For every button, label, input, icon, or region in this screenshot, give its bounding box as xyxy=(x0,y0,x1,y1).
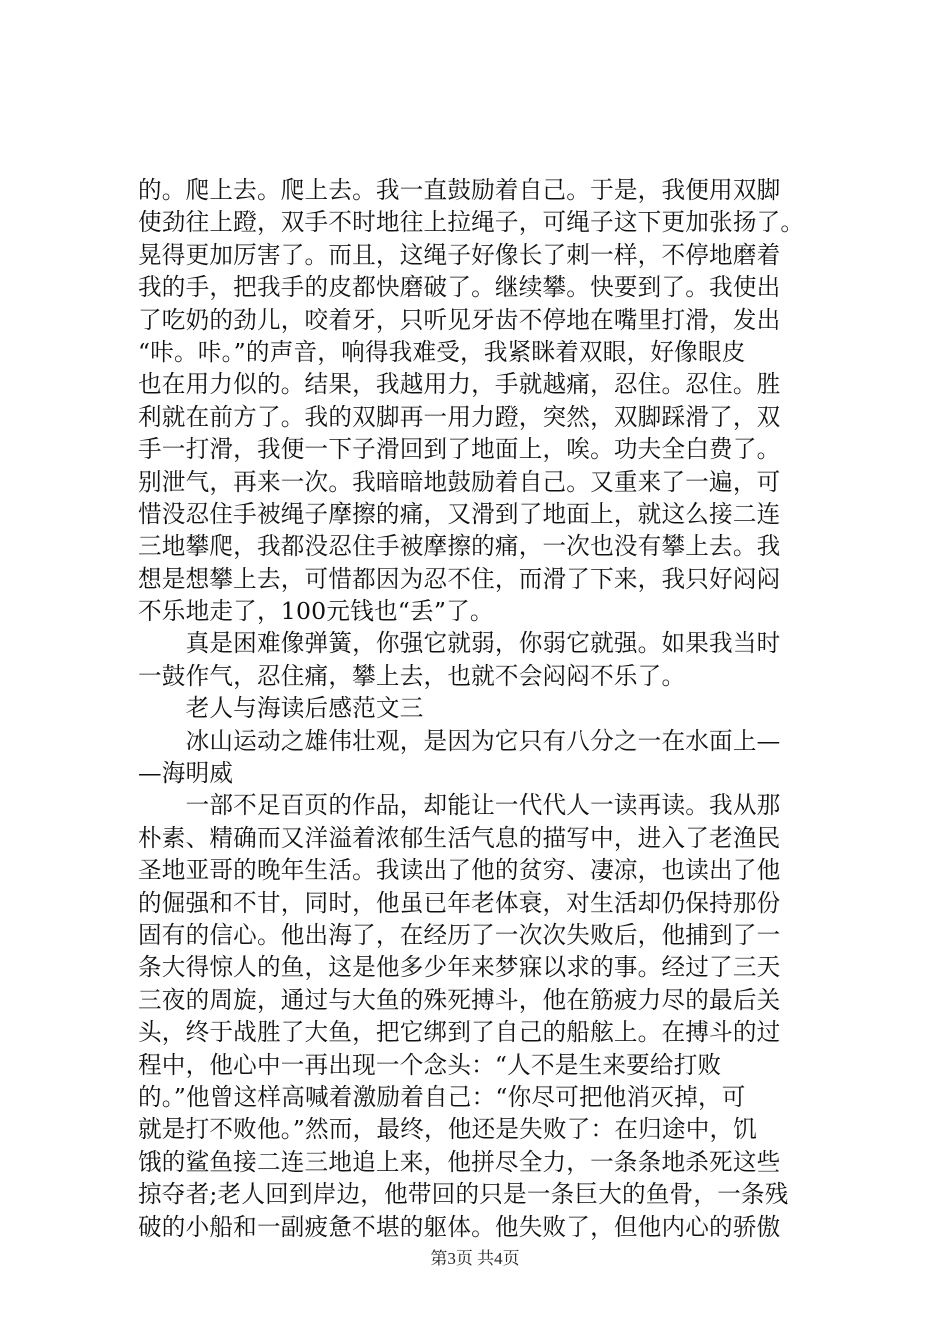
text-line: 掠夺者;老人回到岸边，他带回的只是一条巨大的鱼骨，一条残 xyxy=(138,1180,789,1209)
section-heading: 老人与海读后感范文三 xyxy=(138,694,424,723)
text-line: 了吃奶的劲儿，咬着牙，只听见牙齿不停地在嘴里打滑，发出 xyxy=(138,305,781,334)
text-line: 朴素、精确而又洋溢着浓郁生活气息的描写中，进入了老渔民 xyxy=(138,823,781,852)
text-line: 不乐地走了，100元钱也“丢”了。 xyxy=(138,597,494,626)
text-line: 破的小船和一副疲惫不堪的躯体。他失败了，但他内心的骄傲 xyxy=(138,1212,781,1241)
text-line: 程中，他心中一再出现一个念头：“人不是生来要给打败 xyxy=(138,1050,722,1079)
paragraph-start-line: 一部不足百页的作品，却能让一代代人一读再读。我从那 xyxy=(138,791,781,820)
text-line: 三夜的周旋，通过与大鱼的殊死搏斗，他在筋疲力尽的最后关 xyxy=(138,985,781,1014)
text-line: 别泄气，再来一次。我暗暗地鼓励着自己。又重来了一遍，可 xyxy=(138,467,781,496)
text-line: 也在用力似的。结果，我越用力，手就越痛，忍住。忍住。胜 xyxy=(138,370,781,399)
text-line: 的倔强和不甘，同时，他虽已年老体衰，对生活却仍保持那份 xyxy=(138,888,781,917)
text-line: 就是打不败他。”然而，最终，他还是失败了：在归途中，饥 xyxy=(138,1115,758,1144)
text-line: 晃得更加厉害了。而且，这绳子好像长了刺一样，不停地磨着 xyxy=(138,240,781,269)
body-text xyxy=(138,174,850,1243)
text-line: “咔。咔。”的声音，响得我难受，我紧眯着双眼，好像眼皮 xyxy=(138,337,746,366)
text-line: 的。”他曾这样高喊着激励着自己：“你尽可把他消灭掉，可 xyxy=(138,1082,746,1111)
text-line: 手一打滑，我便一下子滑回到了地面上，唉。功夫全白费了。 xyxy=(138,435,781,464)
text-line: 利就在前方了。我的双脚再一用力蹬，突然，双脚踩滑了，双 xyxy=(138,402,781,431)
quote-line: 冰山运动之雄伟壮观，是因为它只有八分之一在水面上— xyxy=(138,726,781,755)
text-line: 一鼓作气，忍住痛，攀上去，也就不会闷闷不乐了。 xyxy=(138,661,686,690)
text-line: 三地攀爬，我都没忍住手被摩擦的痛，一次也没有攀上去。我 xyxy=(138,532,781,561)
quote-attribution-line: —海明威 xyxy=(138,759,234,788)
text-line: 条大得惊人的鱼，这是他多少年来梦寐以求的事。经过了三天 xyxy=(138,953,781,982)
paragraph-start-line: 真是困难像弹簧，你强它就弱，你弱它就强。如果我当时 xyxy=(138,629,781,658)
text-line: 惜没忍住手被绳子摩擦的痛，又滑到了地面上，就这么接二连 xyxy=(138,499,781,528)
text-line: 固有的信心。他出海了，在经历了一次次失败后，他捕到了一 xyxy=(138,920,781,949)
text-line: 的。爬上去。爬上去。我一直鼓励着自己。于是，我便用双脚 xyxy=(138,176,781,204)
page-number-footer: 第3页 共4页 xyxy=(430,1249,520,1268)
text-line: 我的手，把我手的皮都快磨破了。继续攀。快要到了。我使出 xyxy=(138,273,781,302)
text-line: 头，终于战胜了大鱼，把它绑到了自己的船舷上。在搏斗的过 xyxy=(138,1018,781,1047)
text-line: 想是想攀上去，可惜都因为忍不住，而滑了下来，我只好闷闷 xyxy=(138,564,781,593)
text-line: 使劲往上蹬，双手不时地往上拉绳子，可绳子这下更加张扬了。 xyxy=(138,208,805,237)
text-line: 饿的鲨鱼接二连三地追上来，他拼尽全力，一条条地杀死这些 xyxy=(138,1147,781,1176)
text-line: 圣地亚哥的晚年生活。我读出了他的贫穷、凄凉，也读出了他 xyxy=(138,856,781,885)
